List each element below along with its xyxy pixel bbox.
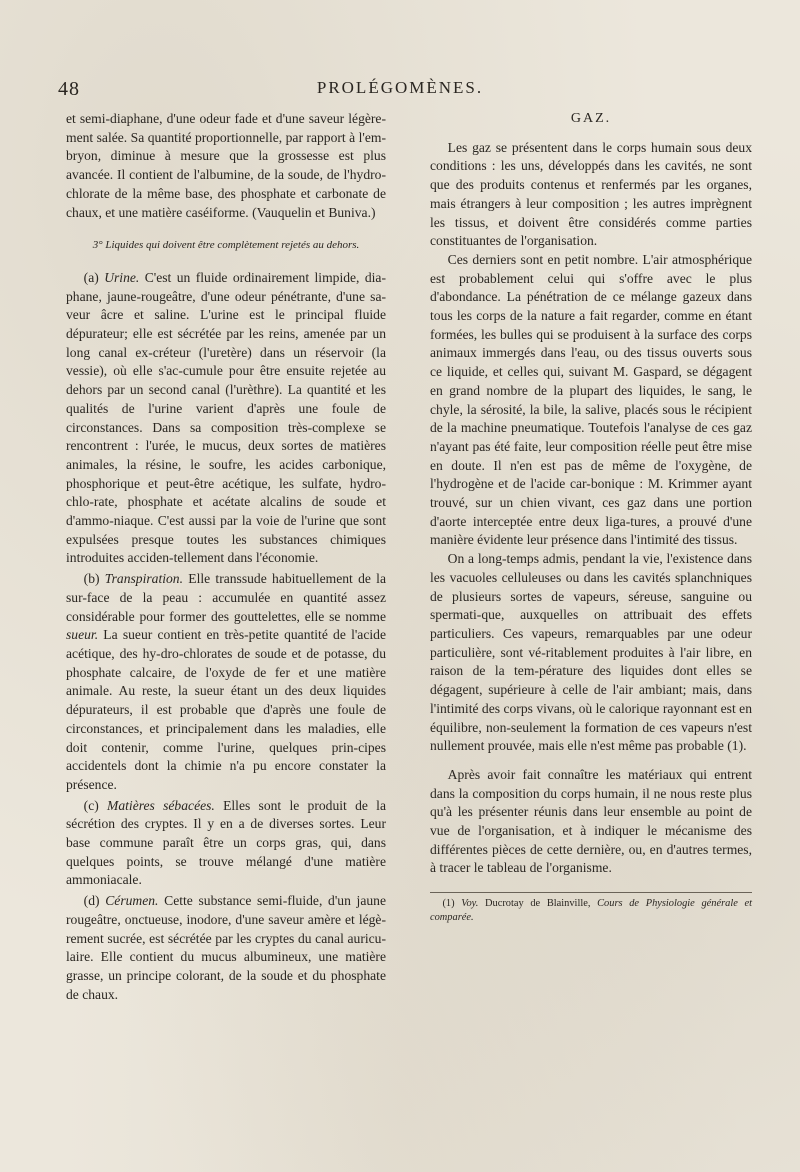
paragraph-matieres-sebacees [66, 797, 386, 891]
term-transpiration: Transpiration. [104, 571, 183, 587]
footnote [430, 897, 752, 925]
section-title-gaz: GAZ. [570, 111, 612, 126]
footnote-text: Ducrotay de Blainville, [478, 898, 598, 910]
paragraph-gaz-intro: Les gaz se présentent dans le corps humain sous deux conditions : les uns, développés dans les cavités, ne sont que des produits contenus et renfermés par les organes, mais étrangers à leur composition ; les autres imprègnent les tissus, et doivent être considérés comme parties constituantes de l'organisation. [430, 139, 752, 249]
term-urine: Urine. [104, 269, 140, 285]
paragraph-urine [66, 269, 386, 568]
term-cerumen: Cérumen. [105, 893, 159, 909]
paragraph-text: Elles sont le produit de la sécrétion des cryptes. Il y en a de diverses sortes. Leur base commune paraît être un corps gras, qui, dans quelques points, se trouve mélangé d'une matière ammoniacale. [66, 797, 386, 888]
item-label: (c) [83, 797, 99, 813]
paragraph-gaz-air: Ces derniers sont en petit nombre. L'air atmosphérique est probablement celui qui s'offre avec le plus d'abondance. La pénétration de ce mélange gazeux dans tous les corps de la nature a fait regarder, comme en étant formées, les bulles qui se produisent à la surface des corps animaux immergés dans l'eau, ou des tissus ouverts sous ce liquide, et celles qui, suivant M. Gaspard, se dégagent en grand nombre de la plupart des liquides, le sang, le chyle, la sérosité, la bile, la salive, placés sous le récipient de la machine pneumatique. Toutefois l'analyse de ces gaz n'ayant pas été faite, leur composition réelle peut être mise en doute. Il n'en est pas de même de l'oxygène, de l'hydrogène et de l'acide car-bonique : M. Krimmer ayant trouvé, sur un chien vivant, ces gaz dans une portion d'aorte interceptée entre deux liga-tures, a prouvé d'une manière évidente leur présence dans l'intimité des tissus. [430, 251, 752, 548]
term-sueur: sueur. [66, 627, 99, 643]
left-column [66, 110, 386, 1004]
paragraph-text: C'est un fluide ordinairement limpide, dia-phane, jaune-rougeâtre, d'une odeur pénétrante, d'une sa-veur âcre et saline. L'urine est le principal fluide dépurateur; elle est sécrétée par les reins, amenée par un long canal ex-créteur (l'uretère) dans un réservoir (la vessie), où elle s'ac-cumule pour être ensuite rejetée au dehors par un second canal (l'urèthre). La quantité et les qualités de l'urine varient d'après une foule de circonstances. Dans sa composition très-complexe se rencontrent : l'urée, le mucus, deux sortes de matières animales, la résine, le soufre, les acides carbonique, phosphorique et peut-être acétique, les sulfate, hydro-chlo-rate, phosphate et acétate alcalins de soude et d'ammo-niaque. C'est aussi par la voie de l'urine que sont expulsées presque toutes les substances chimiques introduites acciden-tellement dans l'économie. [66, 269, 386, 566]
page-header [0, 78, 800, 102]
right-column [430, 110, 752, 925]
section-subheading: 3° Liquides qui doivent être complètement rejetés au dehors. [92, 239, 360, 252]
footnote-title: Cours de Physiologie générale et comparée. [430, 898, 753, 924]
term-matieres-sebacees: Matières sébacées. [107, 797, 215, 813]
footnote-voy: Voy. [461, 898, 479, 910]
paragraph-text: La sueur contient en très-petite quantité de l'acide acétique, des hy-dro-chlorates de soude et de potasse, du phosphate calcaire, de l'oxyde de fer et une matière animale. Au reste, la sueur étant un des deux liquides dépurateurs, il est probable que d'après une foule de circonstances, et principalement dans les maladies, elle doit contenir, comme l'urine, quelques prin-cipes accidentels dont la chimie n'a pu encore constater la présence. [66, 627, 386, 792]
paragraph-transpiration [66, 570, 386, 794]
paragraph-cerumen [66, 892, 386, 1004]
running-head: PROLÉGOMÈNES. [316, 78, 484, 97]
page-number: 48 [58, 78, 80, 100]
paragraph-conclusion: Après avoir fait connaître les matériaux qui entrent dans la composition du corps humain, il ne nous reste plus qu'à les présenter réunis dans leur ensemble au point de vue de l'organisation, et à indiquer le mécanisme des différentes pièces de cette dernière, ou, en d'autres termes, à tracer le tableau de l'organisme. [430, 766, 752, 876]
footnote-rule [430, 892, 752, 893]
paragraph-text: Elle transsude habituellement de la sur-face de la peau : accumulée en quantité assez considérable pour former des gouttelettes, elle se nomme [66, 571, 386, 624]
footnote-mark: (1) [442, 898, 462, 910]
paragraph-text: Cette substance semi-fluide, d'un jaune rougeâtre, onctueuse, inodore, d'une saveur amère et légè-rement sucrée, est sécrétée par les cryptes du canal auricu-laire. Elle contient du mucus albumineux, une matière grasse, un principe colorant, de la soude et du phosphate de chaux. [66, 893, 386, 1002]
item-label: (a) [83, 269, 99, 285]
paragraph-gaz-vapeurs: On a long-temps admis, pendant la vie, l'existence dans les vacuoles celluleuses ou dans les cavités splanchniques de plusieurs sortes de vapeurs, séreuse, sanguine ou spermati-que, auxquelles on attribuait des effets particuliers. Ces vapeurs, remarquables par une odeur particulière, sont vé-ritablement produites à l'air libre, en raison de la tem-pérature des liquides dont elles se dégagent, supérieure à celle de l'air ambiant; mais, dans l'intimité des corps vivans, où le calorique rayonnant est en équilibre, non-seulement la formation de ces vapeurs n'est nullement prouvée, mais elle n'est même pas probable (1). [430, 551, 752, 754]
item-label: (d) [83, 893, 100, 909]
paragraph-continuation: et semi-diaphane, d'une odeur fade et d'une saveur légère-ment salée. Sa quantité proportionnelle, par rapport à l'em-bryon, diminue à mesure que la grossesse est plus avancée. Il contient de l'albumine, de la soude, de l'hydro-chlorate de la même base, des phosphate et carbonate de chaux, et une matière caséiforme. (Vauquelin et Buniva.) [66, 111, 386, 220]
item-label: (b) [83, 571, 100, 587]
